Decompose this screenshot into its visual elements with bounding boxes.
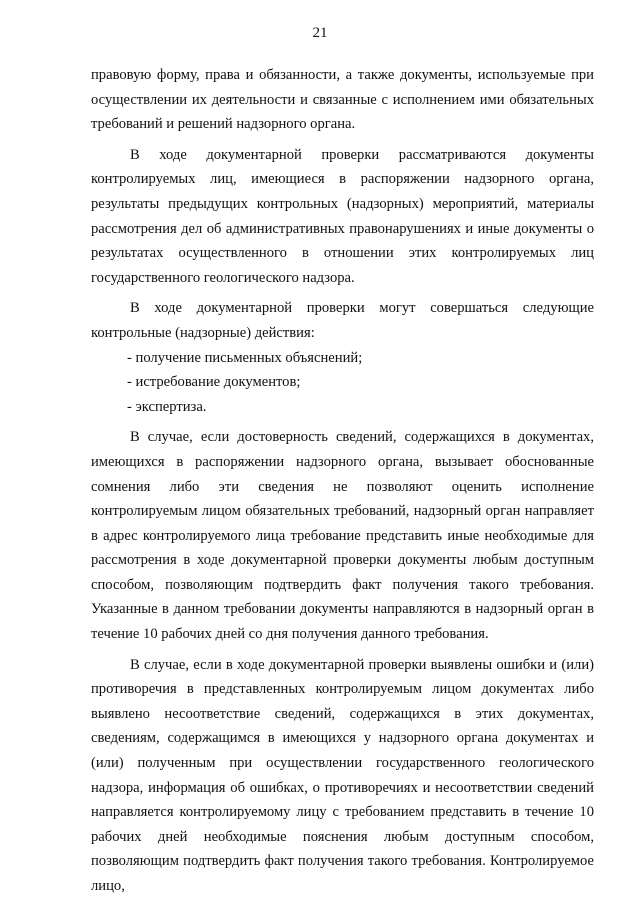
list-item: - получение письменных объяснений; xyxy=(127,349,363,366)
paragraph: В ходе документарной проверки могут совершаться следующие контрольные (надзорные) действия: xyxy=(91,300,594,341)
list-item: - истребование документов; xyxy=(127,374,301,391)
paragraph: В случае, если достоверность сведений, содержащихся в документах, имеющихся в распоряжении надзорного органа, вызывает обоснованные сомнения либо эти сведения не позволяют оценить исполнение контролируемым лицом обязательных требований, надзорный орган направляет в адрес контролируемого лица требование представить иные необходимые для рассмотрения в ходе документарной проверки документы любым доступным способом, позволяющим подтвердить факт получения такого требования. Указанные в данном требовании документы направляются в надзорный орган в течение 10 рабочих дней со дня получения данного требования. xyxy=(91,429,594,643)
actions-list xyxy=(91,346,594,420)
paragraph: правовую форму, права и обязанности, а также документы, используемые при осуществлении их деятельности и связанные с исполнением ими обязательных требований и решений надзорного органа. xyxy=(91,67,594,133)
page-number: 21 xyxy=(312,25,328,41)
paragraph: В ходе документарной проверки рассматриваются документы контролируемых лиц, имеющиеся в распоряжении надзорного органа, результаты предыдущих контрольных (надзорных) мероприятий, материалы рассмотрения дел об административных правонарушениях и иные документы о результатах осуществленного в отношении этих контролируемых лиц государственного геологического надзора. xyxy=(91,146,594,286)
document-body xyxy=(91,63,594,899)
list-item: - экспертиза. xyxy=(127,398,207,415)
paragraph: В случае, если в ходе документарной проверки выявлены ошибки и (или) противоречия в представленных контролируемым лицом документах либо выявлено несоответствие сведений, содержащихся в этих документах, сведениям, содержащимся в имеющихся у надзорного органа документах и (или) полученным при осуществлении государственного геологического надзора, информация об ошибках, о противоречиях и несоответствии сведений направляется контролируемому лицу с требованием представить в течение 10 рабочих дней необходимые пояснения любым доступным способом, позволяющим подтвердить факт получения такого требования. Контролируемое лицо, xyxy=(91,656,594,894)
